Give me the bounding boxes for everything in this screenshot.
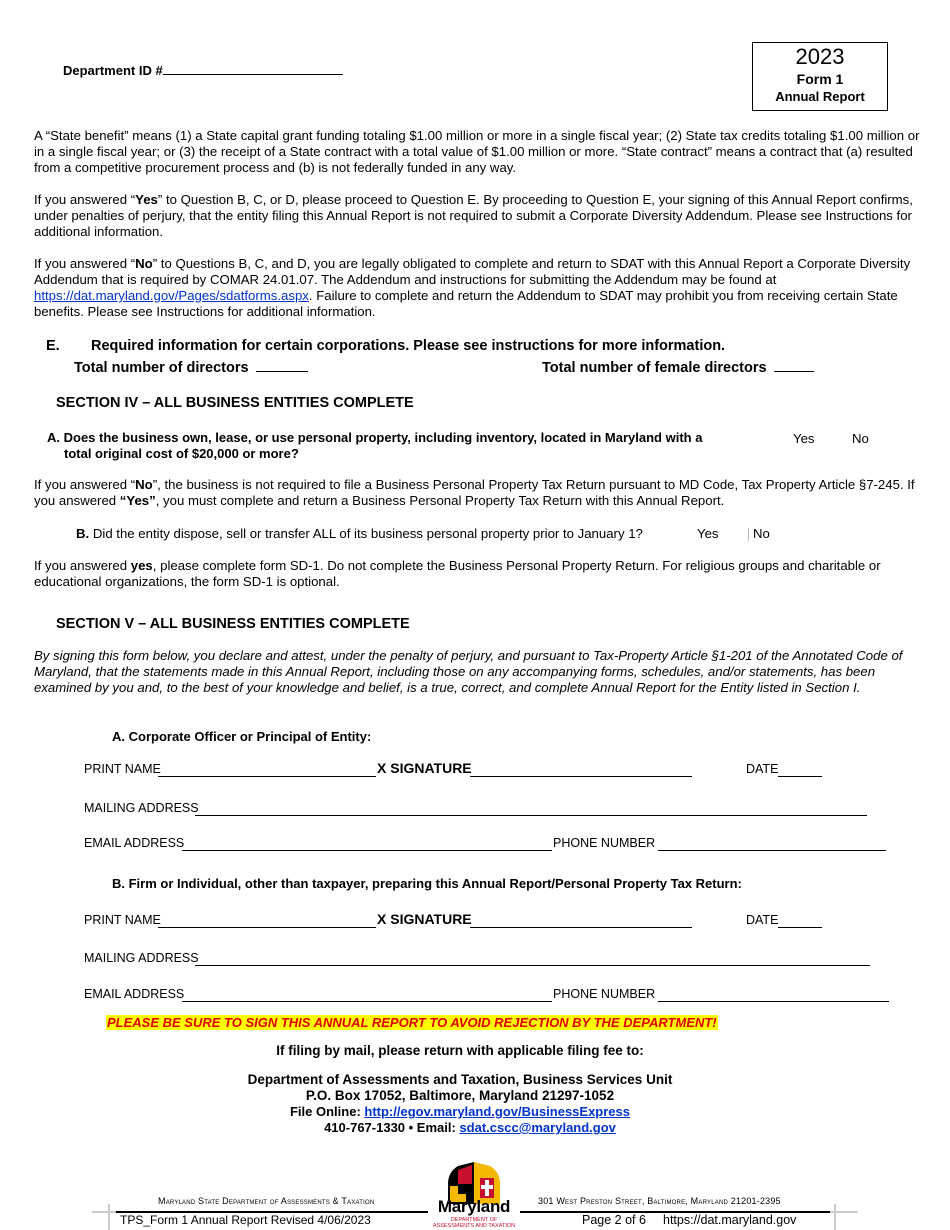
footer-left-bracket	[108, 1204, 110, 1230]
question-a-no[interactable]: No	[852, 431, 869, 446]
maryland-logo	[428, 1160, 520, 1230]
part-a-mailing-field[interactable]	[195, 801, 867, 816]
po-box: P.O. Box 17052, Baltimore, Maryland 21297-1052	[305, 1088, 615, 1103]
no-answer-paragraph: If you answered “No” to Questions B, C, and D, you are legally obligated to complete and return to SDAT with this Annual Report a Corporate Diversity Addendum that is required by COMAR 24.01.07. The Addendum and instructions for submitting the Addendum may be found at https://dat.maryland.gov/Pages/sdatforms.aspx. Failure to complete and return the Addendum to SDAT may prohibit you from receiving certain State benefits. Please see Instructions for additional information.	[34, 256, 911, 319]
question-e-text: Required information for certain corporations. Please see instructions for more information.	[91, 338, 726, 354]
part-b-mailing-field[interactable]	[195, 951, 870, 966]
part-a-signature-label: X SIGNATURE	[377, 760, 472, 776]
yes-answer-paragraph: If you answered “Yes” to Question B, C, or D, please proceed to Question E. By proceeding to Question E, your signing of this Annual Report confirms, under penalties of perjury, that the entity filing this Annual Report is not required to submit a Corporate Diversity Addendum. Please see Instructions for additional information.	[34, 192, 913, 239]
question-a-yes[interactable]: Yes	[793, 431, 815, 446]
footer-address: 301 West Preston Street, Baltimore, Maryland 21201-2395	[538, 1196, 781, 1206]
part-a-signature-field[interactable]	[470, 762, 692, 777]
sign-warning: PLEASE BE SURE TO SIGN THIS ANNUAL REPORT TO AVOID REJECTION BY THE DEPARTMENT!	[107, 1015, 717, 1030]
business-express-link[interactable]: http://egov.maryland.gov/BusinessExpress	[364, 1104, 631, 1119]
part-a-email-label: EMAIL ADDRESS	[84, 836, 185, 850]
question-b-note: If you answered yes, please complete form SD-1. Do not complete the Business Personal Property Return. For religious groups and charitable or educational organizations, the form SD-1 is optional.	[34, 558, 881, 589]
department-id-field[interactable]	[163, 62, 343, 75]
state-benefit-paragraph: A “State benefit” means (1) a State capital grant funding totaling $1.00 million or more in a single fiscal year; (2) State tax credits totaling $1.00 million or in a single fiscal year; or (3) the receipt of a State contract with a total value of $1.00 million or more. “State contract” means a contract that (a) resulted from a competitive procurement process and (b) is not federally funded in any way.	[34, 128, 920, 175]
part-b-print-name-label: PRINT NAME	[84, 913, 161, 927]
footer-right-bracket	[834, 1204, 836, 1230]
form-year: 2023	[795, 44, 845, 69]
footer-revision: TPS_Form 1 Annual Report Revised 4/06/2023	[120, 1213, 371, 1227]
part-b-signature-field[interactable]	[470, 913, 692, 928]
part-a-print-name-field[interactable]	[158, 762, 376, 777]
female-directors-field[interactable]	[774, 359, 814, 372]
form-type: Annual Report	[775, 89, 865, 104]
part-a-date-field[interactable]	[778, 762, 822, 777]
directors-row: Total number of directors	[74, 359, 308, 376]
question-b-no[interactable]: No	[753, 526, 770, 541]
part-a-print-name-label: PRINT NAME	[84, 762, 161, 776]
mail-intro: If filing by mail, please return with applicable filing fee to:	[276, 1043, 644, 1058]
question-b-yes[interactable]: Yes	[697, 526, 719, 541]
logo-word: Maryland	[437, 1197, 511, 1216]
part-a-phone-field[interactable]	[658, 836, 886, 851]
department-id-label: Department ID #	[63, 62, 343, 78]
part-b-signature-label: X SIGNATURE	[377, 911, 472, 927]
dept-name: Department of Assessments and Taxation, Business Services Unit	[247, 1072, 673, 1087]
sdat-forms-link[interactable]: https://dat.maryland.gov/Pages/sdatforms.aspx	[34, 288, 309, 303]
part-b-date-label: DATE	[746, 913, 779, 927]
question-b-row: B. Did the entity dispose, sell or transfer ALL of its business personal property prior to January 1?	[76, 526, 643, 541]
part-a-email-field[interactable]	[182, 836, 552, 851]
logo-sub2: ASSESSMENTS AND TAXATION	[432, 1223, 516, 1229]
question-a-note: If you answered “No”, the business is not required to file a Business Personal Property Tax Return pursuant to MD Code, Tax Property Article §7-245. If you answered “Yes”, you must complete and return a Business Personal Property Tax Return with this Annual Report.	[34, 477, 915, 508]
file-online-line: File Online: http://egov.maryland.gov/BusinessExpress	[289, 1104, 631, 1119]
part-a-heading: A. Corporate Officer or Principal of Entity:	[112, 729, 372, 744]
footer-page: Page 2 of 6	[582, 1213, 646, 1227]
form-name: Form 1	[796, 71, 844, 87]
part-b-email-label: EMAIL ADDRESS	[84, 987, 185, 1001]
section-iv-title: SECTION IV – ALL BUSINESS ENTITIES COMPLETE	[56, 395, 414, 411]
part-a-phone-label: PHONE NUMBER	[553, 836, 656, 850]
part-a-mailing-label: MAILING ADDRESS	[84, 801, 199, 815]
question-e-letter: E.	[46, 338, 60, 354]
part-b-phone-label: PHONE NUMBER	[553, 987, 656, 1001]
part-b-mailing-label: MAILING ADDRESS	[84, 951, 199, 965]
declaration-paragraph: By signing this form below, you declare and attest, under the penalty of perjury, and pursuant to Tax-Property Article §1-201 of the Annotated Code of Maryland, that the statements made in this Annual Report, including those on any accompanying forms, schedules, and/or statements, has been examined by you and, to the best of your knowledge and belief, is a true, correct, and complete Annual Report for the Entity listed in Section I.	[34, 648, 903, 695]
footer-left-bar	[92, 1211, 116, 1213]
part-b-print-name-field[interactable]	[158, 913, 376, 928]
question-a-text: A. Does the business own, lease, or use personal property, including inventory, located in Maryland with a total original cost of $20,000 or more?	[47, 430, 703, 461]
question-b-divider	[748, 528, 749, 541]
female-directors-row: Total number of female directors	[542, 359, 814, 376]
part-a-date-label: DATE	[746, 762, 779, 776]
return-address-block	[0, 1072, 920, 1136]
part-b-phone-field[interactable]	[658, 987, 889, 1002]
section-v-title: SECTION V – ALL BUSINESS ENTITIES COMPLETE	[56, 616, 410, 632]
form-id-box	[752, 42, 888, 111]
email-link[interactable]: sdat.cscc@maryland.gov	[459, 1120, 616, 1135]
logo-sub1: DEPARTMENT OF	[450, 1217, 498, 1223]
part-b-email-field[interactable]	[182, 987, 552, 1002]
part-b-date-field[interactable]	[778, 913, 822, 928]
directors-field[interactable]	[256, 359, 308, 372]
phone-email-line: 410-767-1330 • Email: sdat.cscc@maryland.gov	[324, 1120, 616, 1135]
part-b-heading: B. Firm or Individual, other than taxpayer, preparing this Annual Report/Personal Property Tax Return:	[112, 876, 742, 891]
footer-agency: Maryland State Department of Assessments & Taxation	[158, 1196, 375, 1206]
footer-site: https://dat.maryland.gov	[663, 1213, 797, 1227]
